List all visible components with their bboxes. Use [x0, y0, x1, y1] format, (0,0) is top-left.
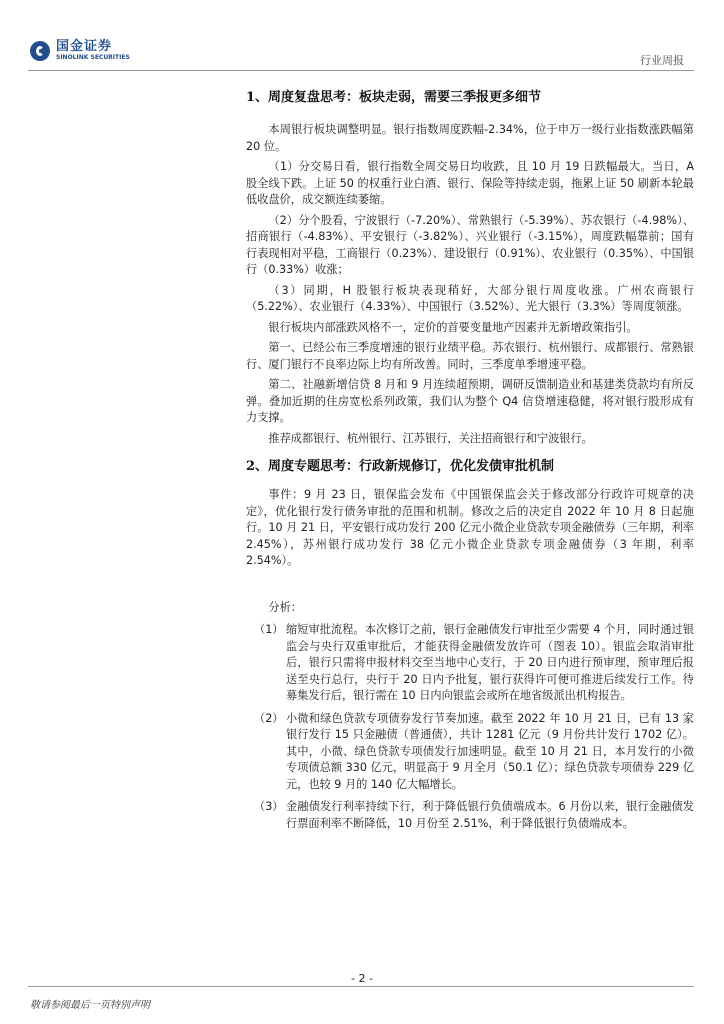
analysis-label: 分析：	[268, 600, 302, 614]
list-item-number: （2）	[254, 711, 284, 725]
paragraph: 银行板块内部涨跌风格不一，定价的首要变量地产因素并无新增政策指引。	[268, 320, 638, 334]
event-paragraph: 事件：9 月 23 日，银保监会发布《中国银保监会关于修改部分行政许可规章的决定》，优化银行发行债务审批的范围和机制。修改之后的决定自 2022 年 10 月 8 日起施行。10 月 21 日，平安银行成功发行 200 亿元小微企业贷款专项金融债券（三年期，利率 2.45%），苏州银行成功发行 38 亿元小微企业贷款专项金融债券（3 年期，利率 2.54%）。	[246, 488, 694, 567]
logo-icon	[30, 41, 50, 61]
main-content	[246, 88, 694, 838]
analysis-list	[246, 622, 694, 832]
page-number: - 2 -	[351, 972, 373, 985]
report-type: 行业周报	[640, 54, 684, 67]
list-item-text: 缩短审批流程。本次修订之前，银行金融债发行审批至少需要 4 个月，同时通过银监会与央行双重审批后，才能获得金融债发放许可（图表 10）。银监会取消审批后，银行只需将申报材料交至当地中心支行，于 20 日内进行预审理，预审理后报送至央行总行，央行于 20 日内予批复，银行获得许可便可推进后续发行工作。待募集发行后，银行需在 10 日内向银监会或所在地省级派出机构报告。	[286, 623, 694, 702]
list-item	[246, 711, 694, 794]
disclaimer-note: 敬请参阅最后一页特别声明	[30, 1000, 150, 1011]
paragraph: （2）分个股看，宁波银行（-7.20%）、常熟银行（-5.39%）、苏农银行（-4.98%）、招商银行（-4.83%）、平安银行（-3.82%）、兴业银行（-3.15%），周度跌幅靠前；国有行表现相对平稳，工商银行（0.23%）、建设银行（0.91%）、农业银行（0.35%）、中国银行（0.33%）收涨；	[246, 213, 694, 276]
paragraph: 第二、社融新增信贷 8 月和 9 月连续超预期，调研反馈制造业和基建类贷款均有所反弹。叠加近期的住房宽松系列政策，我们认为整个 Q4 信贷增速稳健，将对银行股形成有力支撑。	[246, 378, 694, 424]
list-item-number: （3）	[254, 800, 284, 813]
header-divider	[28, 70, 694, 71]
paragraph: 本周银行板块调整明显。银行指数周度跌幅-2.34%，位于申万一级行业指数涨跌幅第 20 位。	[246, 123, 694, 153]
list-item-text: 金融债发行利率持续下行，利于降低银行负债端成本。6 月份以来，银行金融债发行票面利率不断降低，10 月份至 2.51%，利于降低银行负债端成本。	[286, 800, 694, 830]
paragraph: 推荐成都银行、杭州银行、江苏银行，关注招商银行和宁波银行。	[268, 431, 593, 445]
list-item	[246, 799, 694, 832]
company-logo	[30, 40, 130, 62]
list-item	[246, 622, 694, 705]
paragraph: （3）同期，H 股银行板块表现稍好，大部分银行周度收涨。广州农商银行（5.22%）、农业银行（4.33%）、中国银行（3.52%）、光大银行（3.3%）等周度领涨。	[246, 283, 694, 313]
section2-title: 2、周度专题思考：行政新规修订，优化发债审批机制	[246, 459, 555, 474]
logo-en-text: SINOLINK SECURITIES	[56, 54, 130, 61]
list-item-text: 小微和绿色贷款专项债券发行节奏加速。截至 2022 年 10 月 21 日，已有 13 家银行发行 15 只金融债（普通债），共计 1281 亿元（9 月份共计发行 1702 亿）。其中，小微、绿色贷款专项债发行加速明显。截至 10 月 21 日，本月发行的小微专项债总额 330 亿元，明显高于 9 月全月（50.1 亿）；绿色贷款专项债券 229 亿元，也较 9 月的 140 亿大幅增长。	[286, 711, 694, 791]
paragraph: （1）分交易日看，银行指数全周交易日均收跌，且 10 月 19 日跌幅最大。当日，A 股全线下跌。上证 50 的权重行业白酒、银行、保险等持续走弱，拖累上证 50 刷新本轮最低收盘价，成交额连续萎缩。	[246, 160, 694, 206]
section1-title: 1、周度复盘思考：板块走弱，需要三季报更多细节	[246, 90, 542, 105]
paragraph: 第一、已经公布三季度增速的银行业绩平稳。苏农银行、杭州银行、成都银行、常熟银行、厦门银行不良率边际上均有所改善。同时，三季度单季增速平稳。	[246, 341, 694, 371]
list-item-number: （1）	[254, 623, 284, 636]
page-header	[0, 0, 724, 80]
logo-cn-text: 国金证券	[56, 39, 113, 54]
footer-divider	[28, 986, 694, 987]
